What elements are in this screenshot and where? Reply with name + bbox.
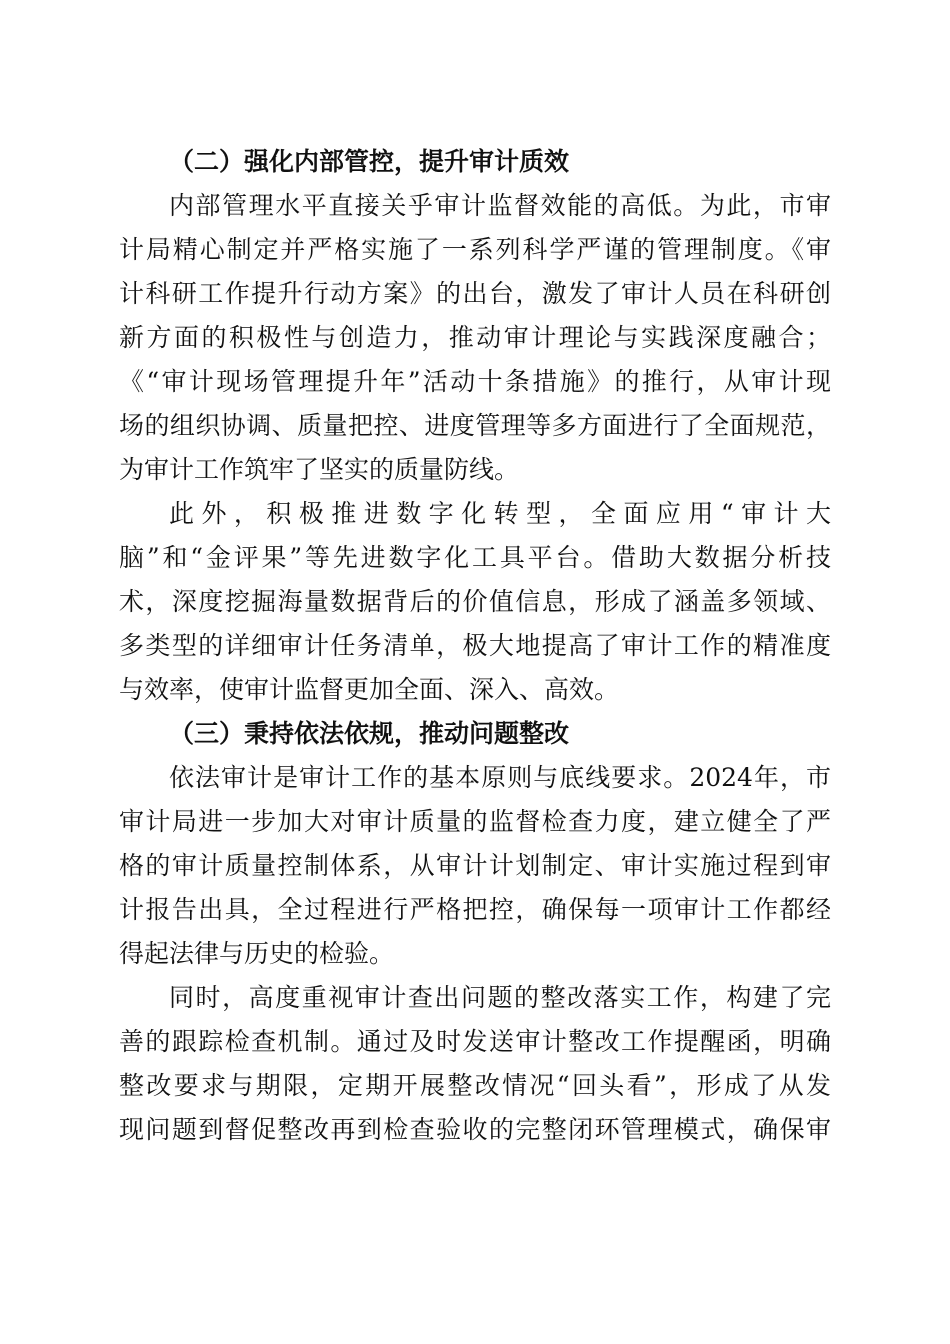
text-line: 依法审计是审计工作的基本原则与底线要求。2024年，市 <box>169 763 831 792</box>
text-line: 新方面的积极性与创造力，推动审计理论与实践深度融合； <box>119 323 831 352</box>
text-line: 格的审计质量控制体系，从审计计划制定、审计实施过程到审 <box>119 851 831 880</box>
text-line: 脑”和“金评果”等先进数字化工具平台。借助大数据分析技 <box>119 543 831 572</box>
text-line: 内部管理水平直接关乎审计监督效能的高低。为此，市审 <box>169 191 831 220</box>
text-line: 计局精心制定并严格实施了一系列科学严谨的管理制度。《审 <box>119 235 831 264</box>
text-line: 与效率，使审计监督更加全面、深入、高效。 <box>119 675 620 704</box>
text-line: 《“审计现场管理提升年”活动十条措施》的推行，从审计现 <box>119 367 831 396</box>
text-line: 现问题到督促整改再到检查验收的完整闭环管理模式，确保审 <box>119 1115 831 1144</box>
document-body <box>119 140 831 1152</box>
text-line: 此外，积极推进数字化转型，全面应用“审计大 <box>169 499 831 528</box>
text-line: 场的组织协调、质量把控、进度管理等多方面进行了全面规范， <box>119 411 831 440</box>
text-line: 为审计工作筑牢了坚实的质量防线。 <box>119 455 520 484</box>
text-line: 计科研工作提升行动方案》的出台，激发了审计人员在科研创 <box>119 279 831 308</box>
section-heading-3: （三）秉持依法依规，推动问题整改 <box>169 719 570 748</box>
text-line: 善的跟踪检查机制。通过及时发送审计整改工作提醒函，明确 <box>119 1027 831 1056</box>
text-line: 多类型的详细审计任务清单，极大地提高了审计工作的精准度 <box>119 631 831 660</box>
paragraph <box>119 492 831 712</box>
paragraph <box>119 184 831 492</box>
text-line: 审计局进一步加大对审计质量的监督检查力度，建立健全了严 <box>119 807 831 836</box>
text-line: 术，深度挖掘海量数据背后的价值信息，形成了涵盖多领域、 <box>119 587 831 616</box>
paragraph <box>119 756 831 976</box>
text-line: 同时，高度重视审计查出问题的整改落实工作，构建了完 <box>169 983 831 1012</box>
section-heading-2: （二）强化内部管控，提升审计质效 <box>169 147 570 176</box>
text-line: 得起法律与历史的检验。 <box>119 939 395 968</box>
paragraph <box>119 976 831 1152</box>
text-line: 整改要求与期限，定期开展整改情况“回头看”，形成了从发 <box>119 1071 831 1100</box>
text-line: 计报告出具，全过程进行严格把控，确保每一项审计工作都经 <box>119 895 831 924</box>
